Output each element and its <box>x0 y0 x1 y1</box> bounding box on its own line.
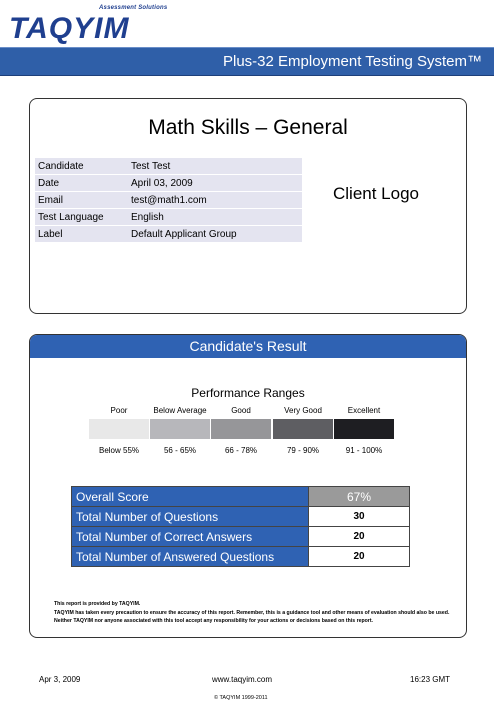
range-swatch <box>273 419 333 439</box>
system-banner <box>0 47 494 76</box>
info-row <box>35 192 302 209</box>
range-swatch <box>150 419 210 439</box>
range-value: Below 55% <box>98 446 140 455</box>
footer-time: 16:23 GMT <box>410 675 451 684</box>
info-row <box>35 158 302 175</box>
score-value: 20 <box>309 547 410 567</box>
score-label: Overall Score <box>72 487 309 507</box>
footer-website[interactable]: www.taqyim.com <box>212 675 273 684</box>
taqyim-logo <box>9 5 184 45</box>
info-label: Email <box>35 192 131 209</box>
info-value: test@math1.com <box>131 192 302 209</box>
score-label: Total Number of Questions <box>72 507 309 527</box>
range-poor <box>89 406 149 455</box>
score-label: Total Number of Answered Questions <box>72 547 309 567</box>
score-table <box>71 486 410 567</box>
info-label: Candidate <box>35 158 131 175</box>
client-logo: Client Logo <box>333 184 420 203</box>
range-swatch <box>89 419 149 439</box>
system-title: Plus-32 Employment Testing System™ <box>223 53 482 70</box>
range-value: 91 - 100% <box>345 446 383 455</box>
range-very-good <box>273 406 333 455</box>
info-label: Date <box>35 175 131 192</box>
info-row <box>35 209 302 226</box>
info-label: Label <box>35 226 131 243</box>
range-label: Poor <box>110 406 128 415</box>
range-good <box>211 406 271 455</box>
score-label: Total Number of Correct Answers <box>72 527 309 547</box>
info-value: Test Test <box>131 158 302 175</box>
score-row <box>72 547 410 567</box>
brand-name: TAQYIM <box>9 12 130 45</box>
range-swatch <box>211 419 271 439</box>
disclaimer-line1: This report is provided by TAQYIM. <box>54 601 141 607</box>
range-below-average <box>150 406 210 455</box>
disclaimer <box>54 600 450 626</box>
range-label: Very Good <box>284 406 322 415</box>
info-row <box>35 175 302 192</box>
range-value: 66 - 78% <box>224 446 258 455</box>
range-swatch <box>334 419 394 439</box>
score-row <box>72 527 410 547</box>
score-value: 20 <box>309 527 410 547</box>
candidate-info-panel <box>29 98 467 314</box>
score-value: 67% <box>309 487 410 507</box>
range-label: Excellent <box>347 406 381 415</box>
info-value: English <box>131 209 302 226</box>
performance-ranges-title: Performance Ranges <box>191 386 305 400</box>
test-title: Math Skills – General <box>148 116 348 139</box>
range-value: 56 - 65% <box>163 446 197 455</box>
info-row <box>35 226 302 243</box>
candidate-result-panel <box>29 334 467 638</box>
info-value: Default Applicant Group <box>131 226 302 243</box>
info-value: April 03, 2009 <box>131 175 302 192</box>
brand-tagline: Assessment Solutions <box>99 5 168 11</box>
footer-date: Apr 3, 2009 <box>39 675 81 684</box>
score-row <box>72 507 410 527</box>
range-excellent <box>334 406 394 455</box>
info-label: Test Language <box>35 209 131 226</box>
footer-copyright: © TAQYIM 1999-2011 <box>214 695 268 701</box>
candidate-info-table <box>35 158 302 243</box>
result-header: Candidate's Result <box>30 335 466 358</box>
range-label: Good <box>231 406 251 415</box>
range-label: Below Average <box>153 406 207 415</box>
disclaimer-line2: TAQYIM has taken every precaution to ensure the accuracy of this report. Remember, this is a guidance tool and other means of evaluation should also be used. Neither TAQYIM nor anyone associated with this tool accept any responsibility for your actions or decisions based on this report. <box>54 609 450 624</box>
range-value: 79 - 90% <box>286 446 320 455</box>
score-row <box>72 487 410 507</box>
score-value: 30 <box>309 507 410 527</box>
